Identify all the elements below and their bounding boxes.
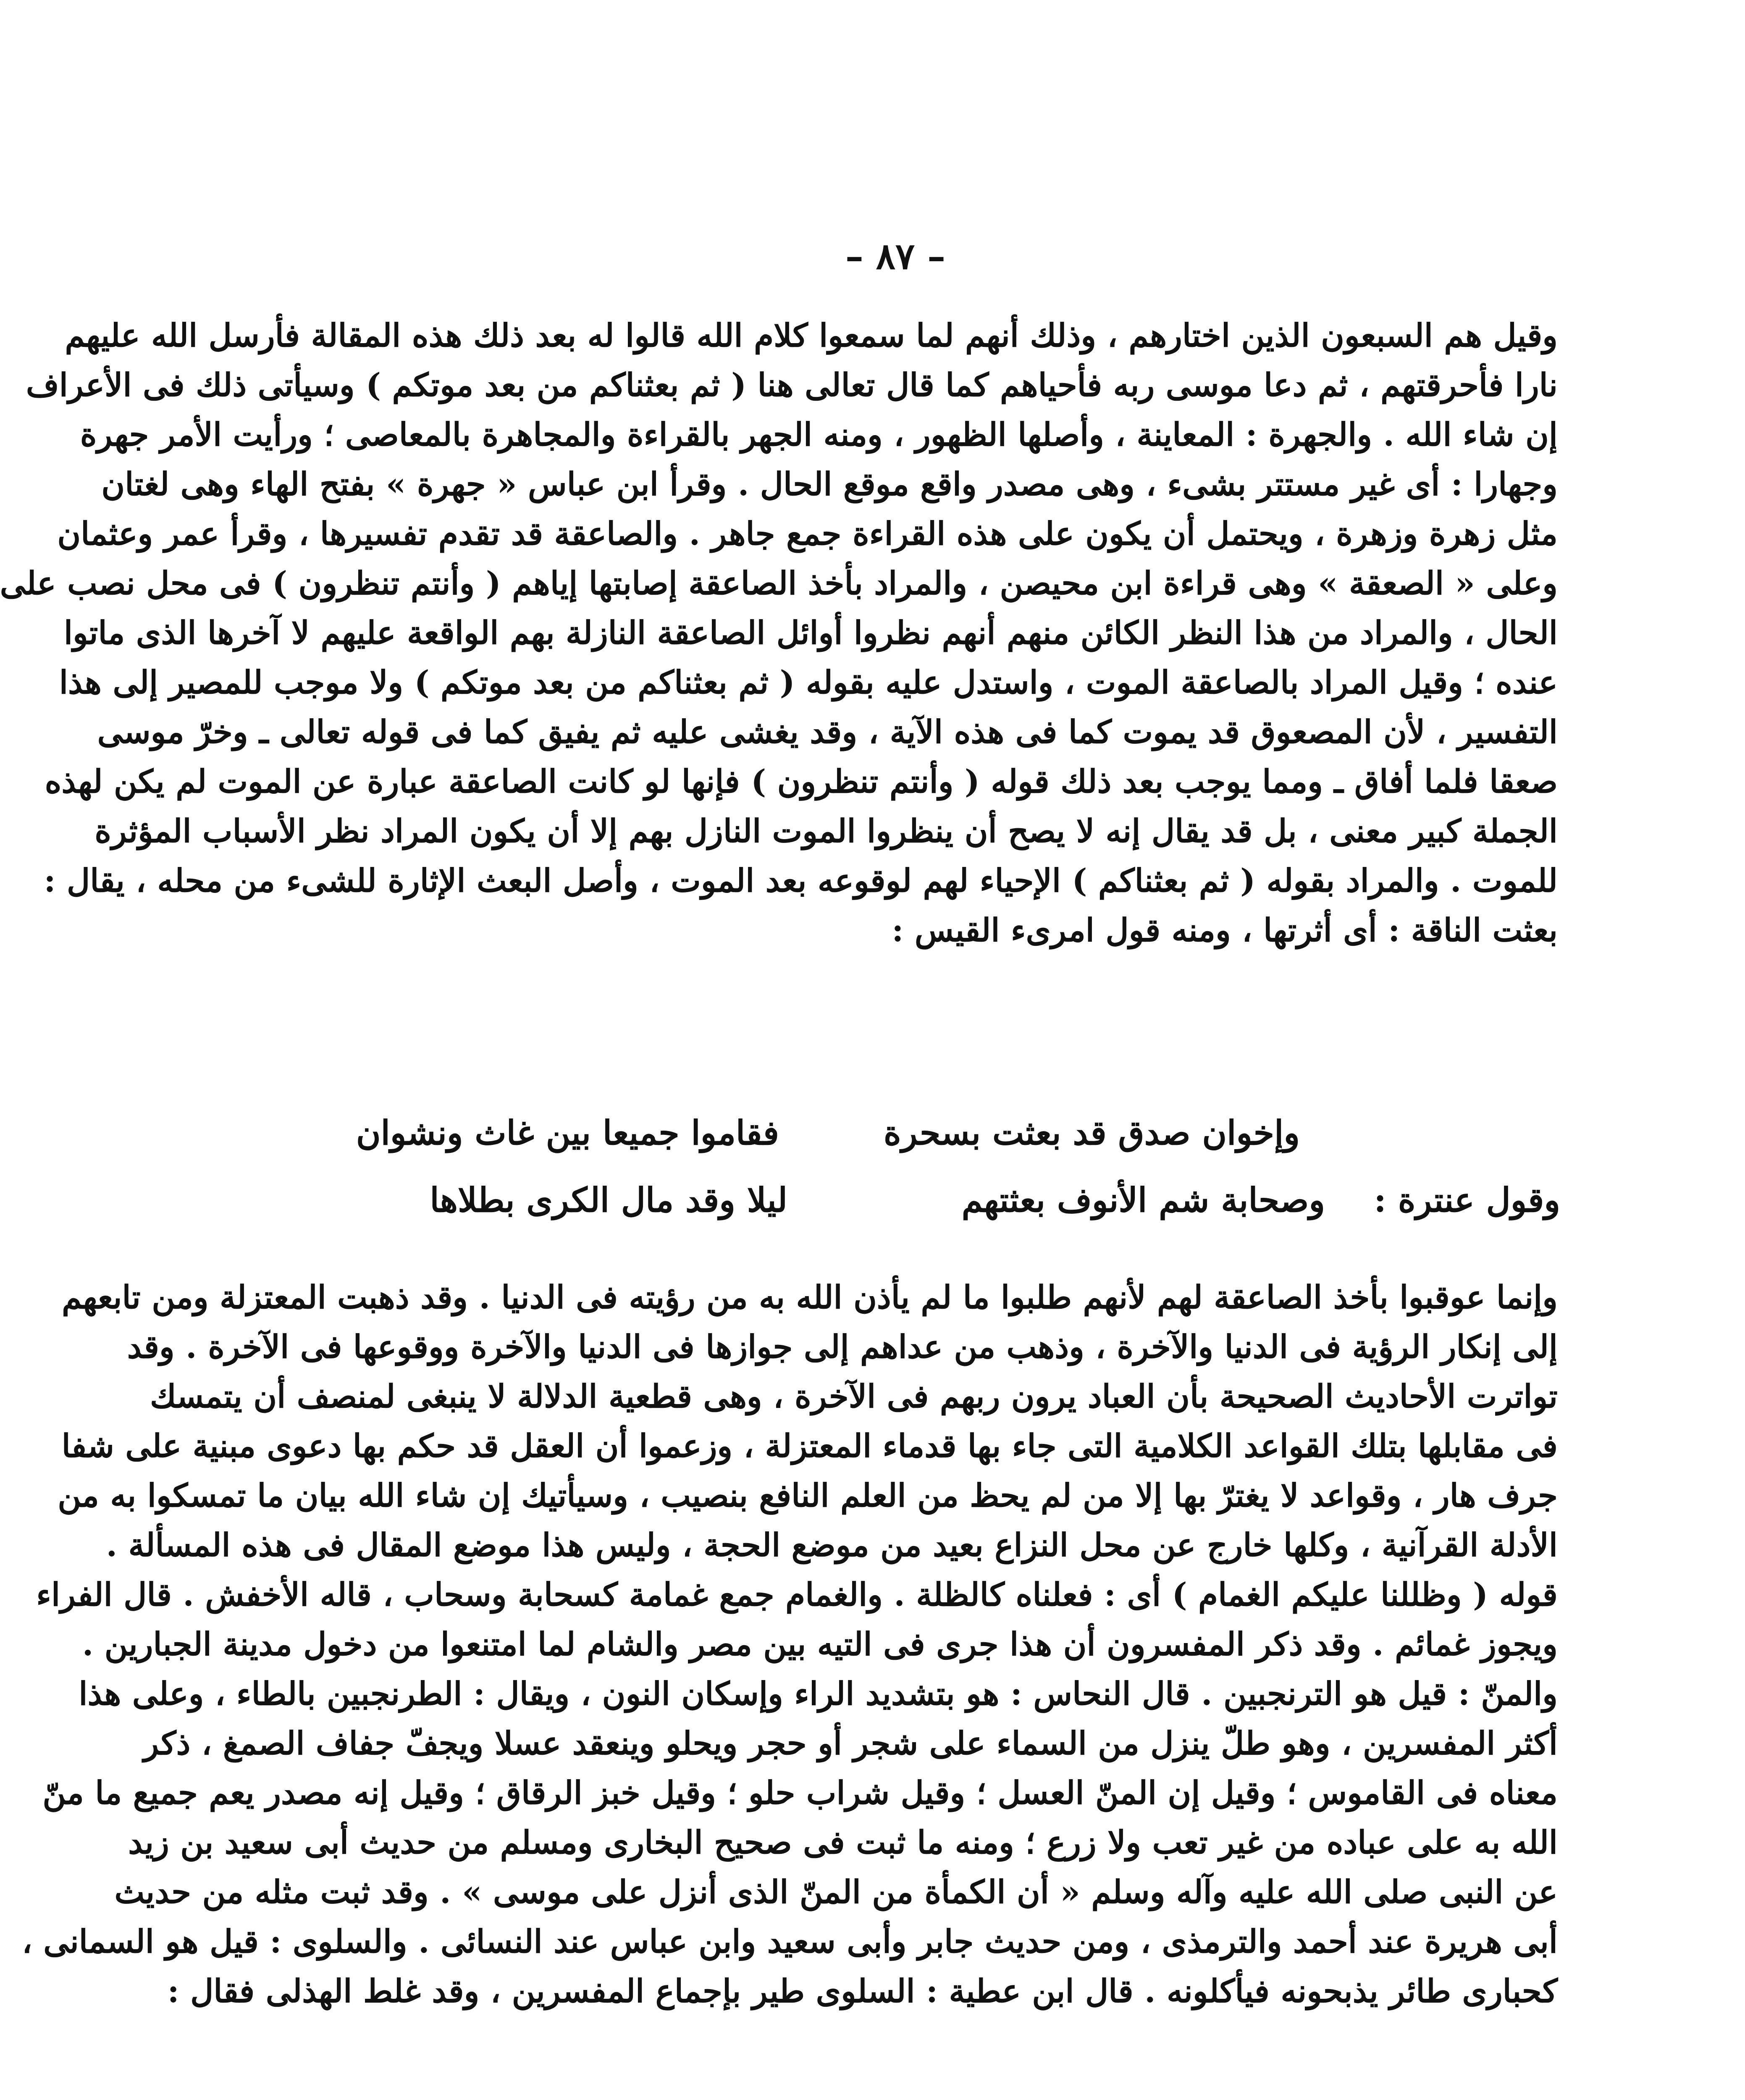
paragraph-2 xyxy=(22,1273,1558,2016)
text-line: والمنّ : قيل هو الترنجبين . قال النحاس : هو بتشديد الراء وإسكان النون ، ويقال : الطرنجبين بالطاء ، وعلى هذا xyxy=(79,1675,1558,1712)
text-line: وعلى « الصعقة » وهى قراءة ابن محيصن ، والمراد بأخذ الصاعقة إصابتها إياهم ( وأنتم تنظرون ) فى محل نصب على xyxy=(0,564,1558,602)
text-line: التفسير ، لأن المصعوق قد يموت كما فى هذه الآية ، وقد يغشى عليه ثم يفيق كما فى قوله تعالى ـ وخرّ موسى xyxy=(97,713,1558,751)
text-line: ويجوز غمائم . وقد ذكر المفسرون أن هذا جرى فى التيه بين مصر والشام لما امتنعوا من دخول مدينة الجبارين . xyxy=(82,1625,1558,1663)
page-number: – ٨٧ – xyxy=(845,235,946,278)
text-line: معناه فى القاموس ؛ وقيل إن المنّ العسل ؛ وقيل شراب حلو ؛ وقيل خبز الرقاق ؛ وقيل إنه مصدر يعم جميع ما منّ xyxy=(42,1774,1558,1811)
text-line: جرف هار ، وقواعد لا يغترّ بها إلا من لم يحظ من العلم النافع بنصيب ، وسيأتيك إن شاء الله بيان ما تمسكوا به من xyxy=(58,1477,1558,1514)
text-line: أبى هريرة عند أحمد والترمذى ، ومن حديث جابر وأبى سعيد وابن عباس عند النسائى . والسلوى : قيل هو السمانى ، xyxy=(22,1923,1558,1960)
text-line: الأدلة القرآنية ، وكلها خارج عن محل النزاع بعيد من موضع الحجة ، وليس هذا موضع المقال فى هذه المسألة . xyxy=(106,1526,1558,1564)
text-line: الجملة كبير معنى ، بل قد يقال إنه لا يصح أن ينظروا الموت النازل بهم إلا أن يكون المراد نظر الأسباب المؤثرة xyxy=(94,812,1558,850)
text-line: بعثت الناقة : أى أثرتها ، ومنه قول امرىء القيس : xyxy=(892,911,1558,949)
text-line: صعقا فلما أفاق ـ ومما يوجب بعد ذلك قوله ( وأنتم تنظرون ) فإنها لو كانت الصاعقة عبارة عن الموت لم يكن لهذه xyxy=(45,763,1558,800)
paragraph-1 xyxy=(0,311,1558,955)
text-line: فى مقابلها بتلك القواعد الكلامية التى جاء بها قدماء المعتزلة ، وزعموا أن العقل قد حكم بها دعوى مبنية على شفا xyxy=(61,1427,1558,1465)
text-line: إن شاء الله . والجهرة : المعاينة ، وأصلها الظهور ، ومنه الجهر بالقراءة والمجاهرة بالمعاصى ؛ ورأيت الأمر جهرة xyxy=(80,416,1558,453)
text-line: للموت . والمراد بقوله ( ثم بعثناكم ) الإحياء لهم لوقوعه بعد الموت ، وأصل البعث الإثارة للشىء من محله ، يقال : xyxy=(44,862,1558,899)
verse-2-second-hemistich: ليلا وقد مال الكرى بطلاها xyxy=(430,1180,787,1220)
text-line: وقيل هم السبعون الذين اختارهم ، وذلك أنهم لما سمعوا كلام الله قالوا له بعد ذلك هذه المقالة فأرسل الله عليهم xyxy=(65,317,1558,354)
text-line: مثل زهرة وزهرة ، ويحتمل أن يكون على هذه القراءة جمع جاهر . والصاعقة قد تقدم تفسيرها ، وقرأ عمر وعثمان xyxy=(57,515,1558,552)
verse-2-first-hemistich: وصحابة شم الأنوف بعثتهم xyxy=(961,1180,1325,1220)
text-line: إلى إنكار الرؤية فى الدنيا والآخرة ، وذهب من عداهم إلى جوازها فى الدنيا والآخرة ووقوعها فى الآخرة . وقد xyxy=(127,1328,1558,1365)
text-line: عنده ؛ وقيل المراد بالصاعقة الموت ، واستدل عليه بقوله ( ثم بعثناكم من بعد موتكم ) ولا موجب للمصير إلى هذا xyxy=(59,664,1558,701)
verse-1-first-hemistich: وإخوان صدق قد بعثت بسحرة xyxy=(883,1113,1300,1152)
text-line: عن النبى صلى الله عليه وآله وسلم « أن الكمأة من المنّ الذى أنزل على موسى » . وقد ثبت مثله من حديث xyxy=(114,1873,1558,1911)
text-line: وإنما عوقبوا بأخذ الصاعقة لهم لأنهم طلبوا ما لم يأذن الله به من رؤيته فى الدنيا . وقد ذهبت المعتزلة ومن تابعهم xyxy=(62,1278,1558,1316)
text-line: قوله ( وظللنا عليكم الغمام ) أى : فعلناه كالظلة . والغمام جمع غمامة كسحابة وسحاب ، قاله الأخفش . قال الفراء xyxy=(36,1576,1558,1613)
text-line: الله به على عباده من غير تعب ولا زرع ؛ ومنه ما ثبت فى صحيح البخارى ومسلم من حديث أبى سعيد بن زيد xyxy=(128,1824,1558,1861)
text-line: الحال ، والمراد من هذا النظر الكائن منهم أنهم نظروا أوائل الصاعقة النازلة بهم الواقعة عليهم لا آخرها الذى ماتوا xyxy=(63,614,1558,651)
text-line: أكثر المفسرين ، وهو طلّ ينزل من السماء على شجر أو حجر ويحلو وينعقد عسلا ويجفّ جفاف الصمغ ، ذكر xyxy=(143,1725,1558,1762)
text-line: نارا فأحرقتهم ، ثم دعا موسى ربه فأحياهم كما قال تعالى هنا ( ثم بعثناكم من بعد موتكم ) وسيأتى ذلك فى الأعراف xyxy=(26,366,1558,404)
verse-1-second-hemistich: فقاموا جميعا بين غاث ونشوان xyxy=(356,1113,779,1152)
text-line: تواترت الأحاديث الصحيحة بأن العباد يرون ربهم فى الآخرة ، وهى قطعية الدلالة لا ينبغى لمنصف أن يتمسك xyxy=(150,1378,1558,1415)
verse-2-intro: وقول عنترة : xyxy=(1374,1180,1560,1220)
text-line: كحبارى طائر يذبحونه فيأكلونه . قال ابن عطية : السلوى طير بإجماع المفسرين ، وقد غلط الهذلى فقال : xyxy=(167,1972,1558,2010)
text-line: وجهارا : أى غير مستتر بشىء ، وهى مصدر واقع موقع الحال . وقرأ ابن عباس « جهرة » بفتح الهاء وهى لغتان xyxy=(101,465,1558,503)
